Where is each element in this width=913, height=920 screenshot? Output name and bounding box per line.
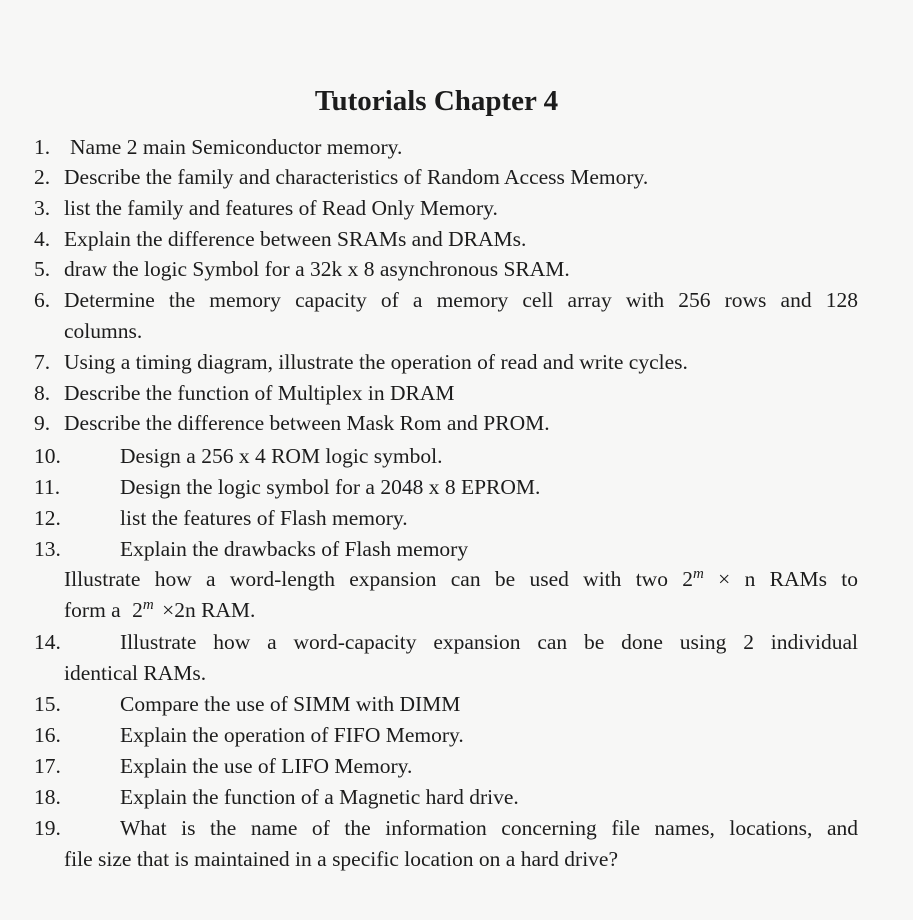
question-text: list the features of Flash memory.: [120, 506, 408, 530]
question-number: 15.: [34, 692, 61, 716]
question-number: 2.: [34, 165, 51, 189]
page-title: Tutorials Chapter 4: [314, 85, 559, 117]
question-number: 1.: [34, 135, 51, 159]
question-number: 17.: [34, 754, 61, 778]
exponent-m: m: [693, 566, 704, 582]
question-text: Explain the function of a Magnetic hard drive.: [120, 785, 519, 809]
question-text: Compare the use of SIMM with DIMM: [120, 692, 461, 716]
question-number: 8.: [34, 381, 51, 405]
question-number: 18.: [34, 785, 61, 809]
expansion-text-part: 2: [132, 598, 143, 622]
question-number: 11.: [34, 475, 61, 499]
question-text: Using a timing diagram, illustrate the operation of read and write cycles.: [64, 350, 688, 374]
question-text: Explain the operation of FIFO Memory.: [120, 723, 464, 747]
expansion-text-part: × n RAMs to: [718, 567, 859, 591]
question-text: Explain the drawbacks of Flash memory: [120, 537, 469, 561]
question-number: 10.: [34, 444, 61, 468]
question-number: 6.: [34, 288, 51, 312]
question-text: What is the name of the information concerning file names, locations, and: [120, 816, 858, 840]
question-text-continued: identical RAMs.: [64, 661, 207, 685]
expansion-text-part: ×2n RAM.: [162, 598, 256, 622]
question-number: 12.: [34, 506, 61, 530]
question-number: 16.: [34, 723, 61, 747]
question-number: 9.: [34, 411, 51, 435]
question-text: Design the logic symbol for a 2048 x 8 EPROM.: [120, 475, 541, 499]
expansion-text-part: form a: [64, 598, 121, 622]
question-text: Explain the use of LIFO Memory.: [120, 754, 413, 778]
expansion-text-part: Illustrate how a word-length expansion can be used with two 2: [64, 567, 693, 591]
question-text: Describe the difference between Mask Rom and PROM.: [64, 411, 550, 435]
exponent-m: m: [142, 597, 154, 613]
expansion-question-line: [64, 566, 858, 592]
expansion-question-line: [64, 597, 255, 623]
question-text: list the family and features of Read Only Memory.: [64, 196, 498, 220]
question-number: 19.: [34, 816, 61, 840]
question-number: 7.: [34, 350, 51, 374]
question-text: Describe the family and characteristics of Random Access Memory.: [64, 165, 649, 189]
question-number: 3.: [34, 196, 51, 220]
question-text: draw the logic Symbol for a 32k x 8 asynchronous SRAM.: [64, 257, 570, 281]
question-number: 13.: [34, 537, 61, 561]
question-text: Determine the memory capacity of a memory cell array with 256 rows and 128: [64, 288, 858, 312]
question-number: 5.: [34, 257, 51, 281]
question-text-continued: file size that is maintained in a specific location on a hard drive?: [64, 847, 619, 871]
question-number: 4.: [34, 227, 51, 251]
question-text: Design a 256 x 4 ROM logic symbol.: [120, 444, 443, 468]
question-text: Name 2 main Semiconductor memory.: [70, 135, 403, 159]
question-text-continued: columns.: [64, 319, 143, 343]
question-text: Illustrate how a word-capacity expansion can be done using 2 individual: [120, 630, 858, 654]
question-text: Describe the function of Multiplex in DRAM: [64, 381, 455, 405]
question-text: Explain the difference between SRAMs and DRAMs.: [64, 227, 527, 251]
question-number: 14.: [34, 630, 61, 654]
